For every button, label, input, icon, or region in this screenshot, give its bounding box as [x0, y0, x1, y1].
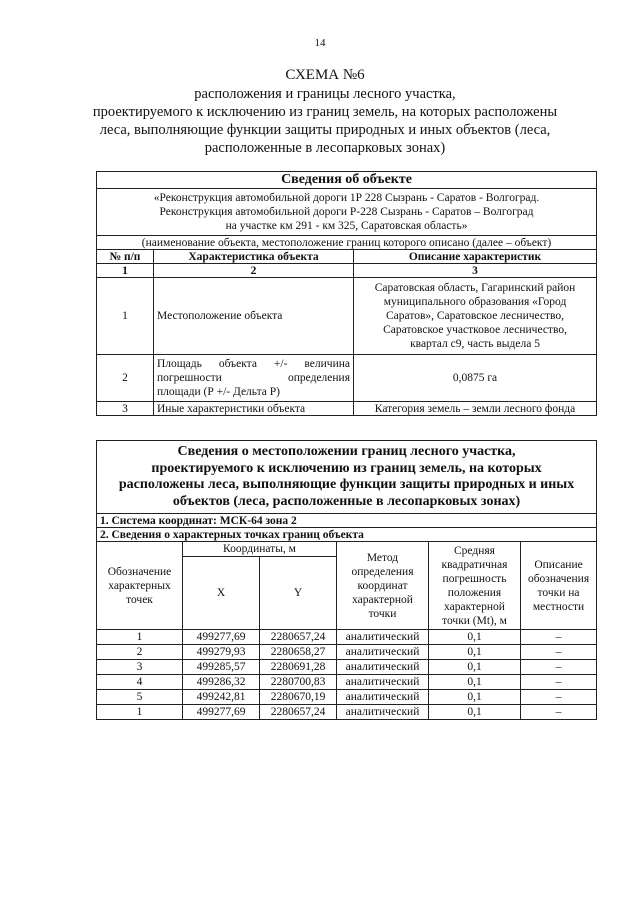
- point-x: 499242,81: [183, 690, 260, 705]
- section-2-title: 2. Сведения о характерных точках границ объекта: [97, 528, 597, 542]
- title-line: расположения и границы лесного участка,: [194, 86, 456, 102]
- coord-system: 1. Система координат: МСК-64 зона 2: [97, 514, 597, 528]
- object-info-header: Сведения об объекте: [97, 172, 597, 189]
- header-line: точки на: [537, 586, 580, 599]
- header-line: объектов (леса, расположенные в лесопарковых зонах): [172, 493, 521, 509]
- point-desc: –: [521, 660, 597, 675]
- point-error: 0,1: [429, 675, 521, 690]
- title-line: СХЕМА №6: [285, 67, 365, 83]
- row-characteristic: [154, 355, 354, 402]
- row-number: 3: [97, 402, 154, 416]
- description-line: муниципального образования «Город: [383, 296, 567, 308]
- point-method: аналитический: [337, 645, 429, 660]
- column-header: Описание характеристик: [354, 250, 597, 264]
- point-id: 2: [97, 645, 183, 660]
- object-name-line: Реконструкция автомобильной дороги Р-228 Сызрань - Саратов – Волгоград: [159, 206, 534, 218]
- table-row: [97, 660, 597, 675]
- table-row: [97, 630, 597, 645]
- title-line: проектируемого к исключению из границ земель, на которых расположены: [92, 104, 558, 120]
- point-x: 499279,93: [183, 645, 260, 660]
- characteristic-line: Площадь объекта +/- величина: [157, 358, 350, 370]
- row-description: [354, 278, 597, 355]
- schema-title: [90, 66, 560, 157]
- page-number: 14: [314, 37, 326, 49]
- header-line: проектируемого к исключению из границ земель, на которых: [151, 460, 542, 476]
- point-desc: –: [521, 705, 597, 720]
- point-error: 0,1: [429, 630, 521, 645]
- object-name-line: на участке км 291 - км 325, Саратовская область»: [225, 220, 468, 232]
- object-name: [97, 189, 597, 236]
- row-characteristic: Иные характеристики объекта: [154, 402, 354, 416]
- column-header: № п/п: [97, 250, 154, 264]
- point-y: 2280658,27: [260, 645, 337, 660]
- title-line: расположенные в лесопарковых зонах): [204, 140, 446, 156]
- header-line: Обозначение: [107, 565, 172, 578]
- table-row: [97, 675, 597, 690]
- col-coords-header: Координаты, м: [183, 542, 337, 557]
- header-line: Метод: [366, 551, 399, 564]
- point-y: 2280657,24: [260, 705, 337, 720]
- characteristic-line: погрешности определения: [157, 372, 350, 384]
- point-method: аналитический: [337, 660, 429, 675]
- point-error: 0,1: [429, 660, 521, 675]
- point-method: аналитический: [337, 675, 429, 690]
- col-y-header: Y: [260, 557, 337, 630]
- point-y: 2280670,19: [260, 690, 337, 705]
- point-desc: –: [521, 630, 597, 645]
- row-description: 0,0875 га: [354, 355, 597, 402]
- object-note: (наименование объекта, местоположение границ которого описано (далее – объект): [97, 236, 597, 250]
- object-info-table: [96, 171, 597, 416]
- point-method: аналитический: [337, 690, 429, 705]
- col-desc-header: [521, 542, 597, 630]
- header-line: квадратичная: [441, 558, 508, 571]
- column-number: 1: [97, 264, 154, 278]
- point-y: 2280700,83: [260, 675, 337, 690]
- row-description: Категория земель – земли лесного фонда: [354, 402, 597, 416]
- header-line: точек: [126, 593, 153, 606]
- point-method: аналитический: [337, 705, 429, 720]
- point-desc: –: [521, 690, 597, 705]
- column-number: 3: [354, 264, 597, 278]
- point-id: 4: [97, 675, 183, 690]
- header-line: Описание: [534, 558, 583, 571]
- point-id: 3: [97, 660, 183, 675]
- description-line: квартал с9, часть выдела 5: [410, 338, 540, 350]
- row-characteristic: Местоположение объекта: [154, 278, 354, 355]
- col-x-header: X: [183, 557, 260, 630]
- description-line: Саратовское участковое лесничество,: [383, 324, 567, 336]
- characteristic-line: площади (Р +/- Дельта Р): [157, 386, 280, 398]
- point-x: 499277,69: [183, 630, 260, 645]
- header-line: определения: [351, 565, 414, 578]
- boundary-info-table: [96, 440, 597, 720]
- header-line: расположены леса, выполняющие функции защиты природных и иных: [118, 477, 575, 492]
- header-line: погрешность: [442, 572, 507, 585]
- description-line: Саратовская область, Гагаринский район: [374, 282, 576, 294]
- header-line: точки: [368, 607, 397, 620]
- column-header: Характеристика объекта: [154, 250, 354, 264]
- point-id: 1: [97, 630, 183, 645]
- point-x: 499277,69: [183, 705, 260, 720]
- col-error-header: [429, 542, 521, 630]
- point-error: 0,1: [429, 690, 521, 705]
- point-id: 1: [97, 705, 183, 720]
- header-line: Сведения о местоположении границ лесного участка,: [177, 444, 516, 459]
- description-line: Саратов», Саратовское лесничество,: [386, 310, 565, 322]
- point-x: 499286,32: [183, 675, 260, 690]
- header-line: характерной: [444, 600, 505, 613]
- title-line: леса, выполняющие функции защиты природных и иных объектов (леса,: [99, 122, 551, 138]
- point-y: 2280691,28: [260, 660, 337, 675]
- header-line: обозначения: [527, 572, 590, 585]
- object-name-line: «Реконструкция автомобильной дороги 1Р 228 Сызрань - Саратов - Волгоград.: [153, 192, 540, 204]
- header-line: Средняя: [454, 544, 495, 557]
- point-error: 0,1: [429, 645, 521, 660]
- boundary-info-header: [97, 441, 597, 514]
- header-line: характерных: [108, 579, 171, 592]
- point-desc: –: [521, 675, 597, 690]
- col-method-header: [337, 542, 429, 630]
- header-line: точки (Mt), м: [442, 614, 507, 627]
- header-line: положения: [447, 586, 502, 599]
- point-x: 499285,57: [183, 660, 260, 675]
- point-error: 0,1: [429, 705, 521, 720]
- table-row: [97, 705, 597, 720]
- point-desc: –: [521, 645, 597, 660]
- point-y: 2280657,24: [260, 630, 337, 645]
- point-id: 5: [97, 690, 183, 705]
- column-number: 2: [154, 264, 354, 278]
- row-number: 2: [97, 355, 154, 402]
- table-row: [97, 690, 597, 705]
- header-line: характерной: [352, 593, 413, 606]
- table-row: [97, 645, 597, 660]
- col-point-header: [97, 542, 183, 630]
- header-line: местности: [532, 600, 585, 613]
- point-method: аналитический: [337, 630, 429, 645]
- header-line: координат: [357, 579, 408, 592]
- row-number: 1: [97, 278, 154, 355]
